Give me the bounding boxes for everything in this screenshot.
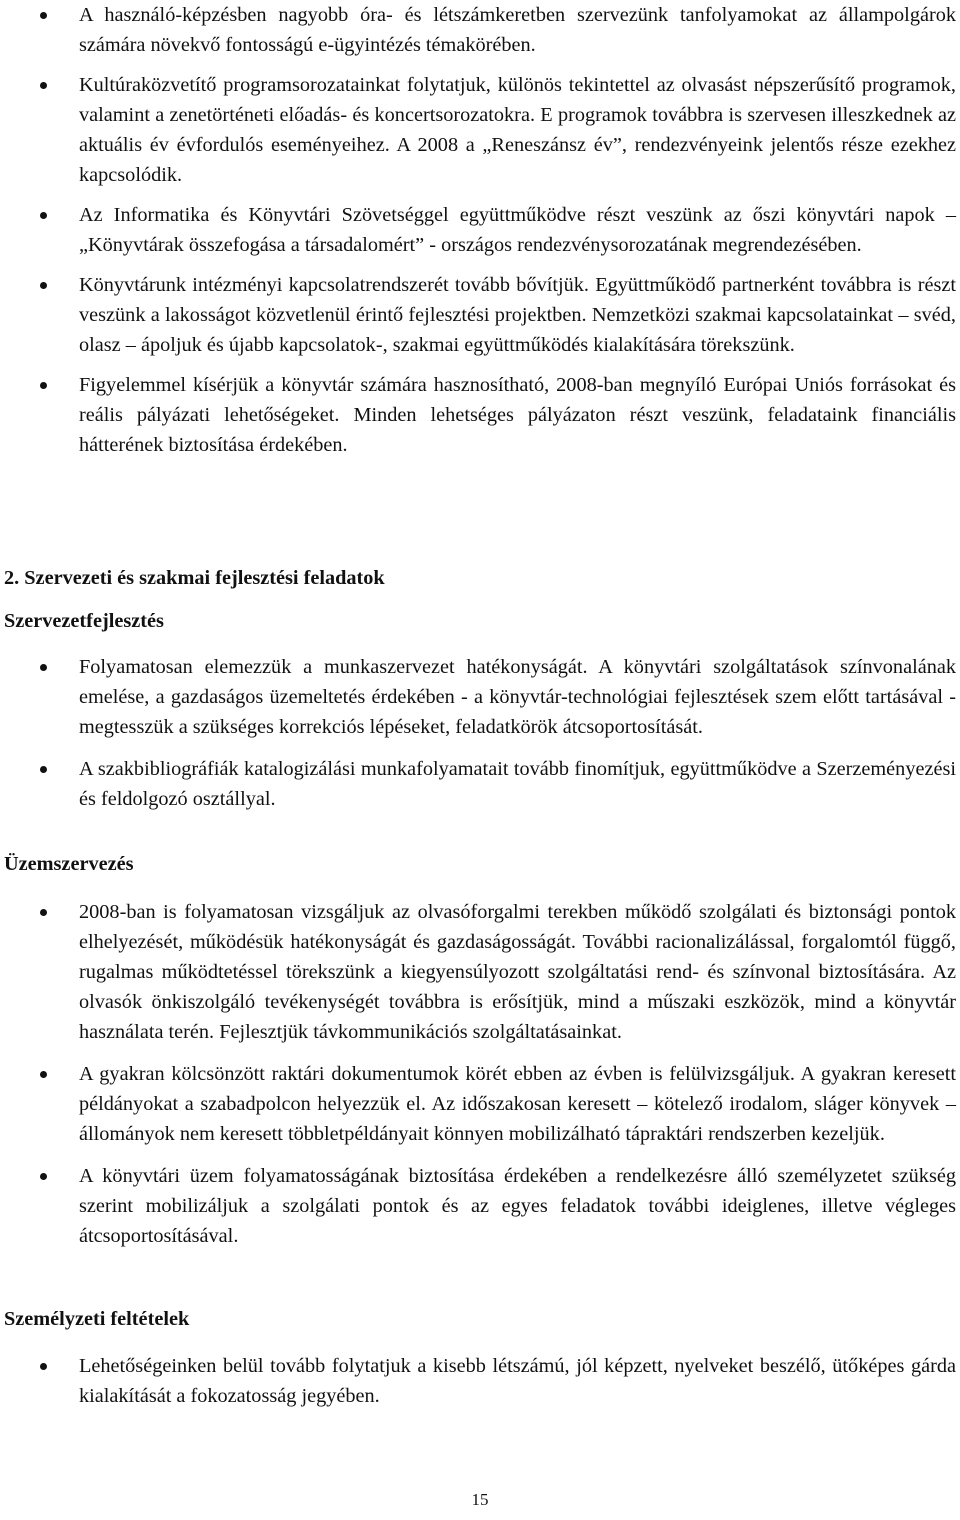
list-item-text: A használó-képzésben nagyobb óra- és létszámkeretben szervezünk tanfolyamokat az állampolgárok számára növekvő fontosságú e-ügyintézés témakörében.: [79, 4, 956, 56]
list-item: [0, 1351, 960, 1411]
bullet-icon: [40, 664, 47, 671]
uzemszervezes-list: [0, 897, 960, 1251]
bullet-icon: [40, 212, 47, 219]
subsection-title-uzemszervezes: Üzemszervezés: [4, 853, 134, 875]
bullet-icon: [40, 1363, 47, 1370]
list-item-text: Lehetőségeinken belül tovább folytatjuk a kisebb létszámú, jól képzett, nyelveket beszélő, ütőképes gárda kialakítását a fokozatosság jegyében.: [79, 1355, 956, 1407]
list-item: [0, 370, 960, 460]
list-item-text: A szakbibliográfiák katalogizálási munkafolyamatait tovább finomítjuk, együttműködve a Szerzeményezési és feldolgozó osztállyal.: [79, 758, 956, 810]
szemelyzeti-list: [0, 1351, 960, 1411]
szemelyzeti-list-block: [0, 1351, 960, 1411]
szervezetfejlesztes-list-block: [0, 652, 960, 814]
top-bullet-list: [0, 0, 960, 460]
bullet-icon: [40, 12, 47, 19]
list-item: [0, 1161, 960, 1251]
list-item: [0, 0, 960, 60]
list-item-text: Az Informatika és Könyvtári Szövetséggel együttműködve részt veszünk az őszi könyvtári napok – „Könyvtárak összefogása a társadalomért” - országos rendezvénysorozatának megrendezésében.: [79, 204, 956, 256]
bullet-icon: [40, 82, 47, 89]
list-item: [0, 270, 960, 360]
szervezetfejlesztes-list: [0, 652, 960, 814]
list-item-text: Könyvtárunk intézményi kapcsolatrendszerét tovább bővítjük. Együttműködő partnerként továbbra is részt veszünk a lakosságot közvetlenül érintő fejlesztési projektben. Nemzetközi szakmai kapcsolatainkat – svéd, olasz – ápoljuk és újabb kapcsolatok-, szakmai együttműködés kialakítására törekszünk.: [79, 274, 956, 356]
page-number: 15: [471, 1490, 489, 1509]
uzemszervezes-list-block: [0, 897, 960, 1251]
list-item-text: Folyamatosan elemezzük a munkaszervezet hatékonyságát. A könyvtári szolgáltatások színvonalának emelése, a gazdaságos üzemeltetés érdekében - a könyvtár-technológiai fejlesztések szem előtt tartásával - megtesszük a szükséges korrekciós lépéseket, feladatkörök átcsoportosítását.: [79, 656, 956, 738]
subsection-title-szervezetfejlesztes: Szervezetfejlesztés: [4, 610, 164, 632]
list-item: [0, 754, 960, 814]
bullet-icon: [40, 1173, 47, 1180]
list-item: [0, 1059, 960, 1149]
list-item-text: Figyelemmel kísérjük a könyvtár számára hasznosítható, 2008-ban megnyíló Európai Uniós forrásokat és reális pályázati lehetőségeket. Minden lehetséges pályázaton részt veszünk, feladataink financiális hátterének biztosítása érdekében.: [79, 374, 956, 456]
list-item: [0, 897, 960, 1047]
list-item-text: A könyvtári üzem folyamatosságának biztosítása érdekében a rendelkezésre álló személyzetet szükség szerint mobilizáljuk a szolgálati pontok és az egyes feladatok további ideiglenes, illetve végleges átcsoportosításával.: [79, 1165, 956, 1247]
list-item: [0, 652, 960, 742]
list-item-text: A gyakran kölcsönzött raktári dokumentumok körét ebben az évben is felülvizsgáljuk. A gyakran keresett példányokat a szabadpolcon helyezzük el. Az időszakosan keresett – kötelező irodalom, sláger könyvek – állományok nem keresett többletpéldányait könnyen mobilizálható tápraktári rendszerben kezeljük.: [79, 1063, 956, 1145]
bullet-icon: [40, 909, 47, 916]
list-item-text: Kultúraközvetítő programsorozatainkat folytatjuk, különös tekintettel az olvasást népszerűsítő programok, valamint a zenetörténeti előadás- és koncertsorozatokra. E programok továbbra is szervesen illeszkednek az aktuális év évfordulós eseményeihez. A 2008 a „Reneszánsz év”, rendezvényeink jelentős része ezekhez kapcsolódik.: [79, 74, 956, 186]
list-item: [0, 200, 960, 260]
top-bullet-list-block: [0, 0, 960, 460]
bullet-icon: [40, 282, 47, 289]
list-item: [0, 70, 960, 190]
section-title: 2. Szervezeti és szakmai fejlesztési feladatok: [4, 567, 385, 589]
list-item-text: 2008-ban is folyamatosan vizsgáljuk az olvasóforgalmi terekben működő szolgálati és biztonsági pontok elhelyezését, működésük hatékonyságát és gazdaságosságát. További racionalizálással, forgalomtól függő, rugalmas működtetéssel törekszünk a kiegyensúlyozott szolgáltatási rend- és színvonal biztosítására. Az olvasók önkiszolgáló tevékenységét továbbra is erősítjük, mind a műszaki eszközök, mind a könyvtár használata terén. Fejlesztjük távkommunikációs szolgáltatásainkat.: [79, 901, 956, 1043]
subsection-title-szemelyzeti: Személyzeti feltételek: [4, 1308, 190, 1330]
bullet-icon: [40, 766, 47, 773]
bullet-icon: [40, 1071, 47, 1078]
bullet-icon: [40, 382, 47, 389]
